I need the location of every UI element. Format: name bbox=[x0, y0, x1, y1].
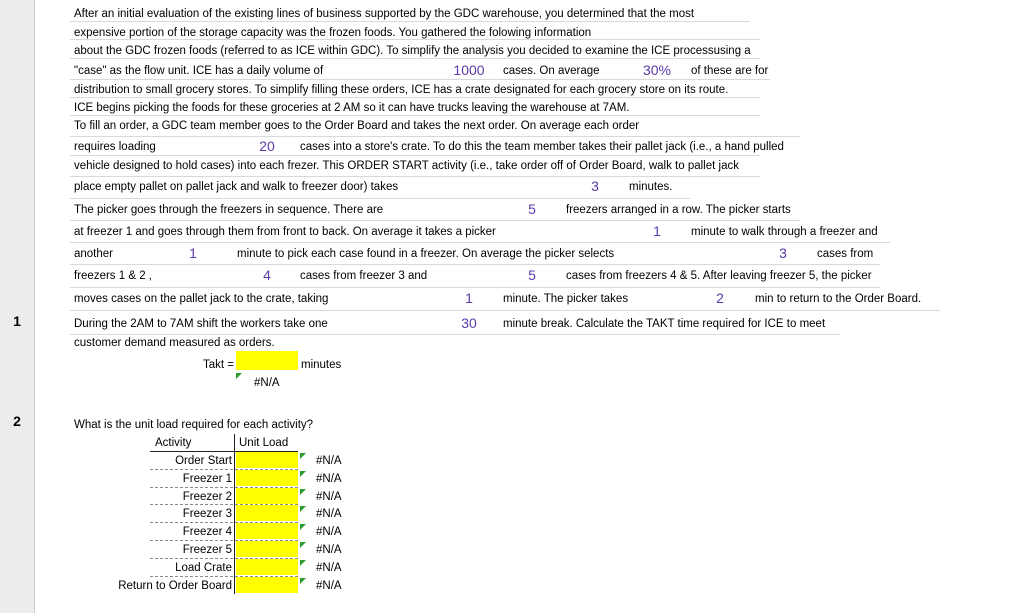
unit-load-answer-cell[interactable] bbox=[236, 541, 298, 557]
num-freezers-input[interactable]: 5 bbox=[528, 201, 536, 217]
percent-input[interactable]: 30% bbox=[642, 62, 672, 78]
walk-minutes-input[interactable]: 1 bbox=[653, 223, 661, 239]
row-separator bbox=[150, 540, 298, 541]
problem-text: cases into a store's crate. To do this the team member takes their pallet jack (i.e., a hand pulled bbox=[300, 141, 784, 153]
problem-text: place empty pallet on pallet jack and walk to freezer door) takes bbox=[74, 181, 399, 193]
grid-line bbox=[70, 58, 760, 59]
grid-line bbox=[70, 310, 940, 311]
unit-load-answer-cell[interactable] bbox=[236, 470, 298, 486]
error-flag-icon bbox=[300, 542, 306, 548]
table-divider bbox=[234, 434, 235, 594]
col-header-unit-load: Unit Load bbox=[239, 437, 289, 449]
activity-label: Order Start bbox=[175, 455, 232, 467]
unit-load-answer-cell[interactable] bbox=[236, 577, 298, 593]
problem-text: of these are for bbox=[691, 65, 769, 77]
col-header-activity: Activity bbox=[155, 437, 192, 449]
problem-line-1: After an initial evaluation of the existing lines of business supported by the GDC warehouse, you determined that the most bbox=[74, 8, 695, 20]
problem-text: minutes. bbox=[629, 181, 673, 193]
problem-text: customer demand measured as orders. bbox=[74, 337, 275, 349]
cases-freezer-3-input[interactable]: 4 bbox=[263, 267, 271, 283]
grid-line bbox=[70, 176, 760, 177]
pick-minutes-input[interactable]: 1 bbox=[189, 245, 197, 261]
problem-text: During the 2AM to 7AM shift the workers take one bbox=[74, 318, 328, 330]
row-separator bbox=[150, 576, 298, 577]
problem-line-6: To fill an order, a GDC team member goes to the Order Board and takes the next order. On average each order bbox=[74, 120, 640, 132]
unit-load-value: #N/A bbox=[316, 544, 342, 556]
grid-line bbox=[70, 21, 750, 22]
grid-line bbox=[70, 97, 760, 98]
unit-load-answer-cell[interactable] bbox=[236, 452, 298, 468]
grid-line bbox=[70, 79, 770, 80]
problem-text: minute. The picker takes bbox=[503, 293, 629, 305]
takt-label: Takt = bbox=[202, 359, 234, 371]
row-header-gutter bbox=[0, 0, 35, 613]
problem-line-2: expensive portion of the storage capacity was the frozen foods. You gathered the folowing information bbox=[74, 27, 592, 39]
problem-text: cases from bbox=[817, 248, 874, 260]
grid-line bbox=[70, 198, 690, 199]
daily-volume-input[interactable]: 1000 bbox=[453, 62, 485, 78]
problem-text: cases. On average bbox=[503, 65, 600, 77]
activity-label: Freezer 4 bbox=[182, 526, 232, 538]
activity-label: Return to Order Board bbox=[118, 580, 232, 592]
row-number-1[interactable]: 1 bbox=[13, 313, 21, 329]
unit-load-value: #N/A bbox=[316, 491, 342, 503]
problem-text: min to return to the Order Board. bbox=[755, 293, 922, 305]
unit-load-value: #N/A bbox=[316, 580, 342, 592]
problem-text: minute to walk through a freezer and bbox=[691, 226, 878, 238]
activity-label: Freezer 1 bbox=[182, 473, 232, 485]
activity-label: Freezer 2 bbox=[182, 491, 232, 503]
unit-load-answer-cell[interactable] bbox=[236, 523, 298, 539]
grid-line bbox=[70, 242, 890, 243]
problem-text: at freezer 1 and goes through them from front to back. On average it takes a picker bbox=[74, 226, 496, 238]
row-separator bbox=[150, 487, 298, 488]
unit-load-value: #N/A bbox=[316, 455, 342, 467]
activity-label: Freezer 5 bbox=[182, 544, 232, 556]
row-separator bbox=[150, 504, 298, 505]
cases-per-order-input[interactable]: 20 bbox=[259, 138, 275, 154]
unit-load-answer-cell[interactable] bbox=[236, 488, 298, 504]
row-separator bbox=[150, 469, 298, 470]
activity-label: Freezer 3 bbox=[182, 508, 232, 520]
problem-text: "case" as the flow unit. ICE has a daily volume of bbox=[74, 65, 324, 77]
grid-line bbox=[70, 220, 800, 221]
unit-load-value: #N/A bbox=[316, 526, 342, 538]
row-separator bbox=[150, 558, 298, 559]
error-flag-icon bbox=[300, 471, 306, 477]
question-2-prompt: What is the unit load required for each activity? bbox=[74, 419, 314, 431]
grid-line bbox=[70, 136, 800, 137]
grid-line bbox=[70, 155, 760, 156]
problem-text: The picker goes through the freezers in sequence. There are bbox=[74, 204, 384, 216]
problem-text: another bbox=[74, 248, 114, 260]
error-flag-icon bbox=[300, 506, 306, 512]
unit-load-value: #N/A bbox=[316, 562, 342, 574]
error-flag-icon bbox=[300, 453, 306, 459]
cases-freezer-1-2-input[interactable]: 3 bbox=[779, 245, 787, 261]
problem-text: minute break. Calculate the TAKT time required for ICE to meet bbox=[503, 318, 826, 330]
row-separator bbox=[150, 522, 298, 523]
grid-line bbox=[70, 287, 880, 288]
problem-text: cases from freezer 3 and bbox=[300, 270, 428, 282]
problem-line-3: about the GDC frozen foods (referred to as ICE within GDC). To simplify the analysis you decided to examine the ICE processusing a bbox=[74, 45, 751, 57]
problem-text: requires loading bbox=[74, 141, 156, 153]
grid-line bbox=[70, 115, 760, 116]
problem-text: vehicle designed to hold cases) into each frezer. This ORDER START activity (i.e., take order off of Order Board, walk to pallet jack bbox=[74, 160, 739, 172]
grid-line bbox=[70, 264, 880, 265]
unit-load-value: #N/A bbox=[316, 508, 342, 520]
crate-minutes-input[interactable]: 1 bbox=[465, 290, 473, 306]
error-flag-icon bbox=[300, 560, 306, 566]
cases-freezer-4-5-input[interactable]: 5 bbox=[528, 267, 536, 283]
takt-units: minutes bbox=[301, 359, 342, 371]
unit-load-value: #N/A bbox=[316, 473, 342, 485]
error-flag-icon bbox=[300, 578, 306, 584]
problem-text: freezers arranged in a row. The picker starts bbox=[566, 204, 791, 216]
takt-answer-cell[interactable] bbox=[236, 351, 298, 370]
order-start-minutes-input[interactable]: 3 bbox=[591, 178, 599, 194]
unit-load-answer-cell[interactable] bbox=[236, 559, 298, 575]
problem-text: moves cases on the pallet jack to the crate, taking bbox=[74, 293, 329, 305]
error-flag-icon bbox=[300, 524, 306, 530]
problem-line-5: ICE begins picking the foods for these groceries at 2 AM so it can have trucks leaving the warehouse at 7AM. bbox=[74, 102, 630, 114]
break-minutes-input[interactable]: 30 bbox=[461, 315, 477, 331]
grid-line bbox=[70, 334, 840, 335]
unit-load-answer-cell[interactable] bbox=[236, 505, 298, 521]
problem-text: freezers 1 & 2 , bbox=[74, 270, 152, 282]
activity-label: Load Crate bbox=[175, 562, 232, 574]
problem-text: minute to pick each case found in a freezer. On average the picker selects bbox=[237, 248, 615, 260]
row-number-2[interactable]: 2 bbox=[13, 413, 21, 429]
problem-line-4: distribution to small grocery stores. To simplify filling these orders, ICE has a crate designated for each grocery store on its route. bbox=[74, 84, 729, 96]
problem-text: cases from freezers 4 & 5. After leaving freezer 5, the picker bbox=[566, 270, 872, 282]
takt-value: #N/A bbox=[254, 377, 280, 389]
error-flag-icon bbox=[236, 373, 242, 379]
return-minutes-input[interactable]: 2 bbox=[716, 290, 724, 306]
error-flag-icon bbox=[300, 489, 306, 495]
